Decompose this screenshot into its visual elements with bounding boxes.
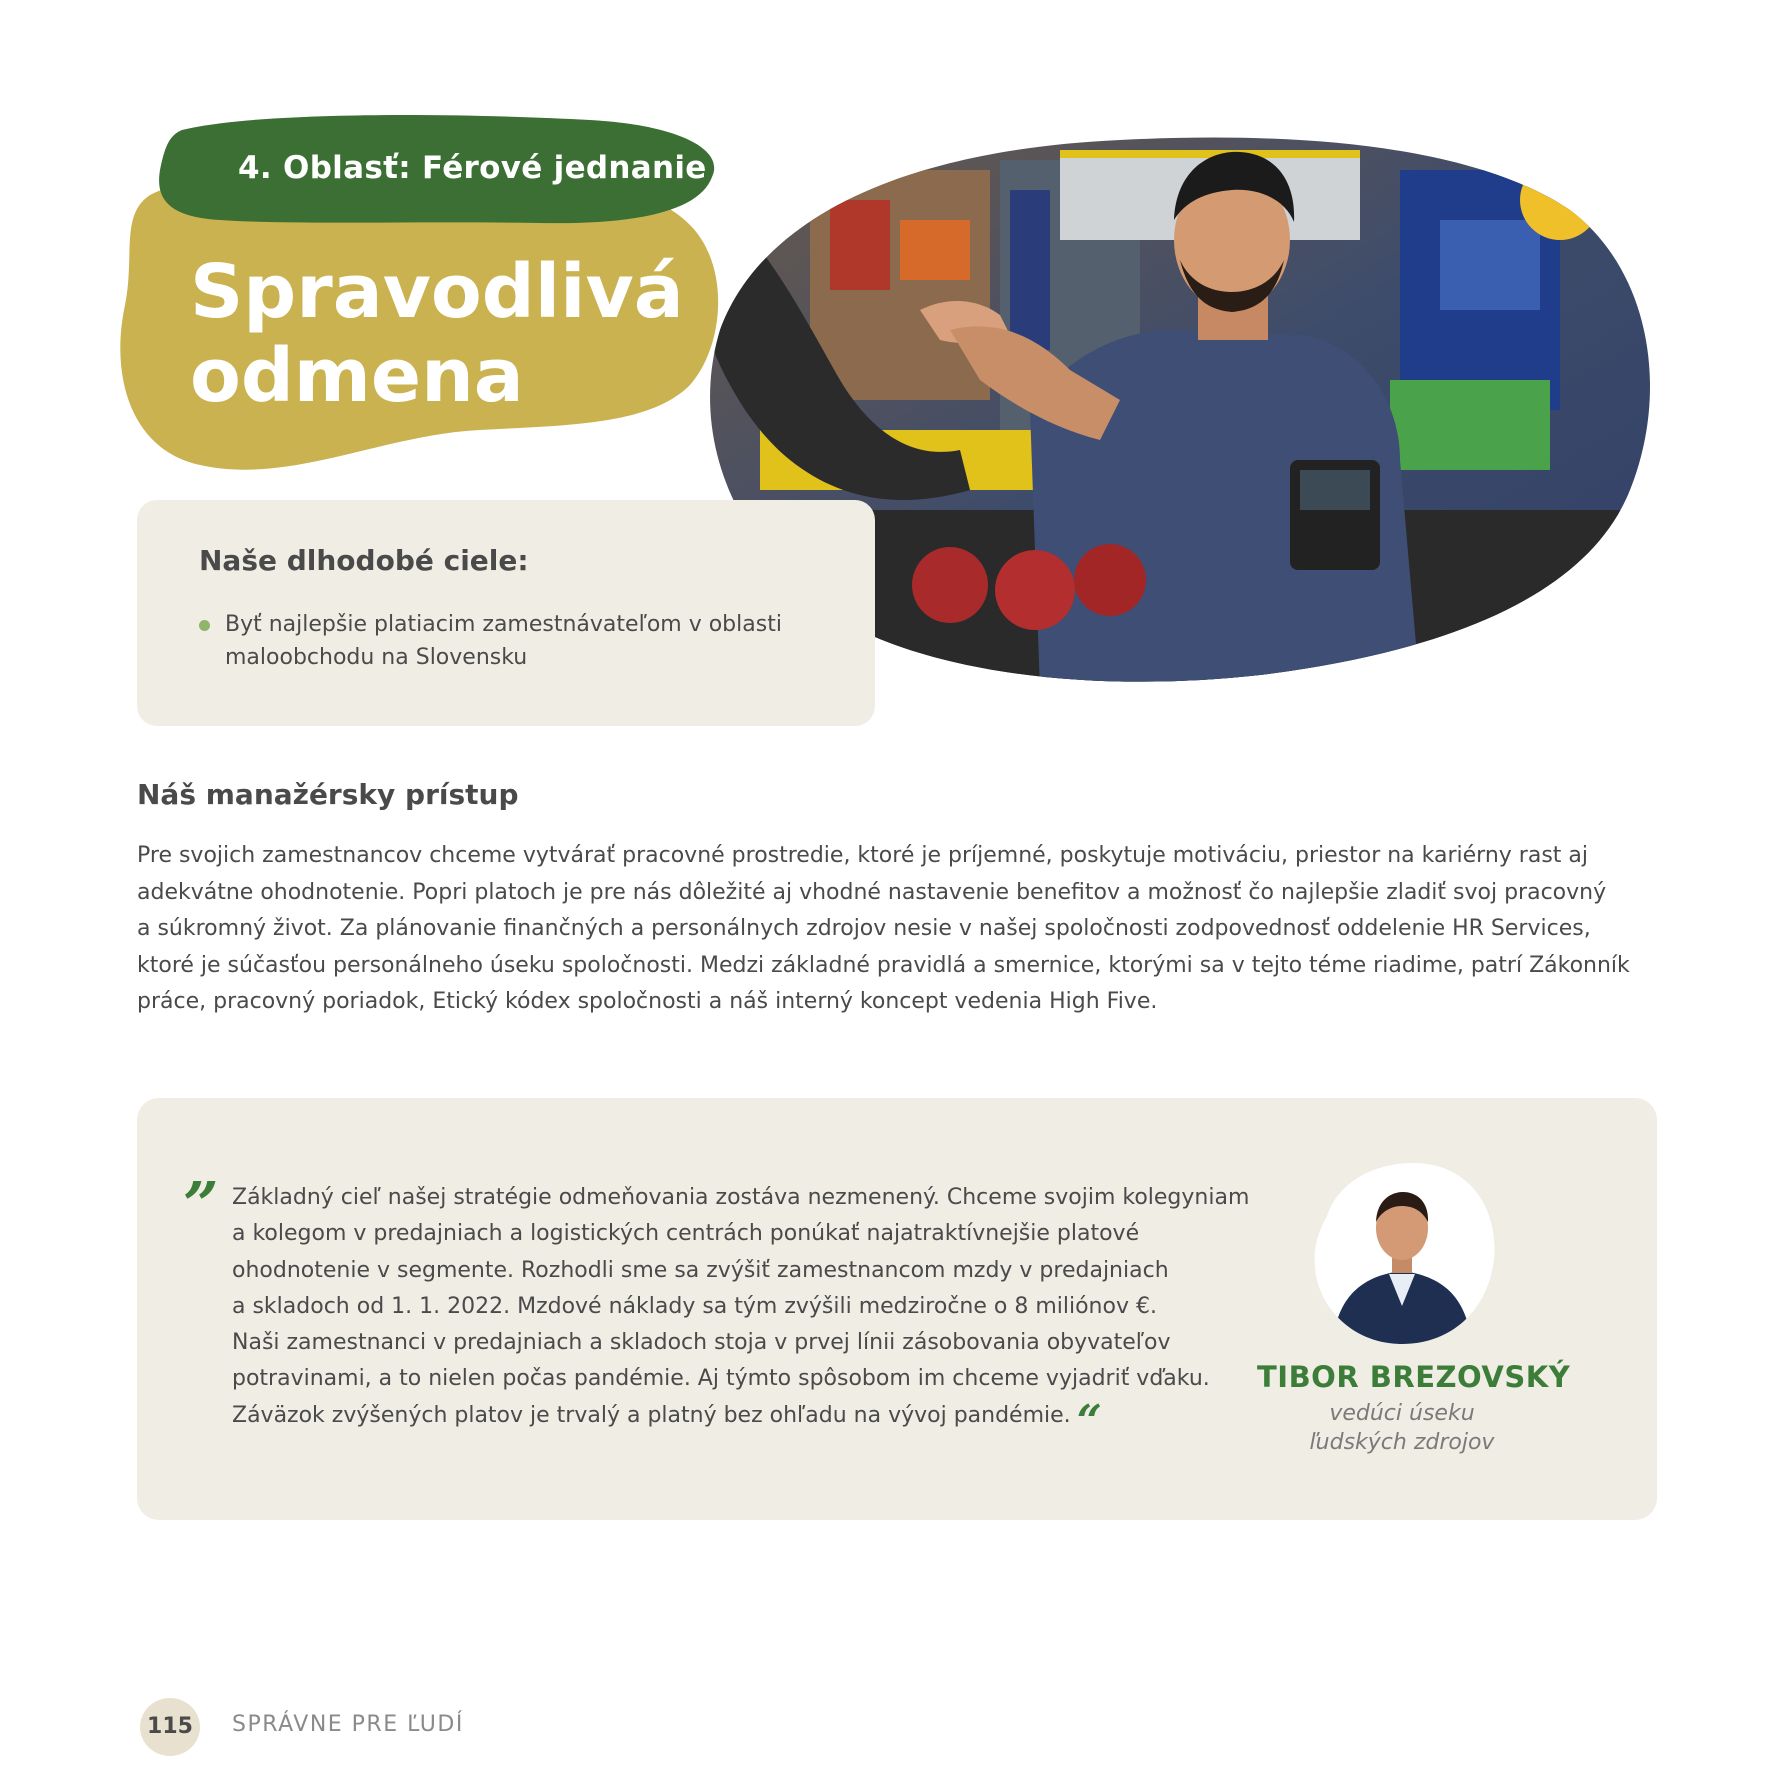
goals-list [199, 608, 785, 674]
approach-line: adekvátne ohodnotenie. Popri platoch je pre nás dôležité aj vhodné nastavenie benefitov a možnosť čo najlepšie zladiť svoj pracovný [137, 879, 1607, 905]
goal-item [199, 608, 785, 674]
quote-line: Záväzok zvýšených platov je trvalý a platný bez ohľadu na vývoj pandémie. [232, 1402, 1071, 1428]
page-title-line1: Spravodlivá [190, 249, 684, 335]
quote-text [232, 1180, 1250, 1447]
page-number-badge [140, 1698, 200, 1756]
goal-item-line2: maloobchodu na Slovensku [225, 645, 528, 670]
quote-line: Naši zamestnanci v predajniach a skladoch stoja v prvej línii zásobovania obyvateľov [232, 1330, 1171, 1356]
quote-last-line [232, 1395, 1249, 1447]
person-role-line1: vedúci úseku [1329, 1401, 1475, 1426]
page-title-line2: odmena [190, 333, 524, 419]
quote-close-icon: “ [1076, 1395, 1102, 1447]
section-tag: 4. Oblasť: Férové jednanie [238, 150, 707, 186]
quote-line: a kolegom v predajniach a logistických centrách ponúkať najatraktívnejšie platové [232, 1221, 1140, 1247]
approach-line: Pre svojich zamestnancov chceme vytvárať pracovné prostredie, ktoré je príjemné, poskytuje motiváciu, priestor na kariérny rast aj [137, 843, 1589, 868]
person-name: TIBOR BREZOVSKÝ [1257, 1360, 1571, 1394]
approach-paragraph [137, 838, 1630, 1021]
goals-card [137, 500, 875, 726]
approach-line: a súkromný život. Za plánovanie finančných a personálnych zdrojov nesie v našej spoločnosti zodpovednosť oddelenie HR Services, [137, 916, 1591, 941]
bullet-dot-icon [199, 620, 210, 631]
quote-card [137, 1098, 1657, 1520]
quote-line: a skladoch od 1. 1. 2022. Mzdové náklady sa tým zvýšili medziročne o 8 miliónov €. [232, 1293, 1157, 1319]
approach-heading: Náš manažérsky prístup [137, 778, 519, 811]
quote-line: Základný cieľ našej stratégie odmeňovania zostáva nezmenený. Chceme svojim kolegyniam [232, 1185, 1250, 1210]
footer-section-name: SPRÁVNE PRE ĽUDÍ [232, 1712, 464, 1737]
goals-heading: Naše dlhodobé ciele: [199, 544, 529, 577]
approach-line: ktoré je súčasťou personálneho úseku spoločnosti. Medzi základné pravidlá a smernice, ktorými sa v tejto téme riadime, patrí Zákonník [137, 952, 1630, 978]
goal-item-line1: Byť najlepšie platiacim zamestnávateľom v oblasti [225, 612, 782, 637]
quote-open-icon: ” [183, 1168, 219, 1241]
quote-line: ohodnotenie v segmente. Rozhodli sme sa zvýšiť zamestnancom mzdy v predajniach [232, 1257, 1169, 1283]
approach-line: práce, pracovný poriadok, Etický kódex spoločnosti a náš interný koncept vedenia High Five. [137, 989, 1158, 1014]
person-role-line2: ľudských zdrojov [1309, 1430, 1495, 1455]
quote-line: potravinami, a to nielen počas pandémie. Aj týmto spôsobom im chceme vyjadriť vďaku. [232, 1366, 1210, 1392]
page-number: 115 [147, 1714, 193, 1739]
avatar [1307, 1156, 1497, 1346]
